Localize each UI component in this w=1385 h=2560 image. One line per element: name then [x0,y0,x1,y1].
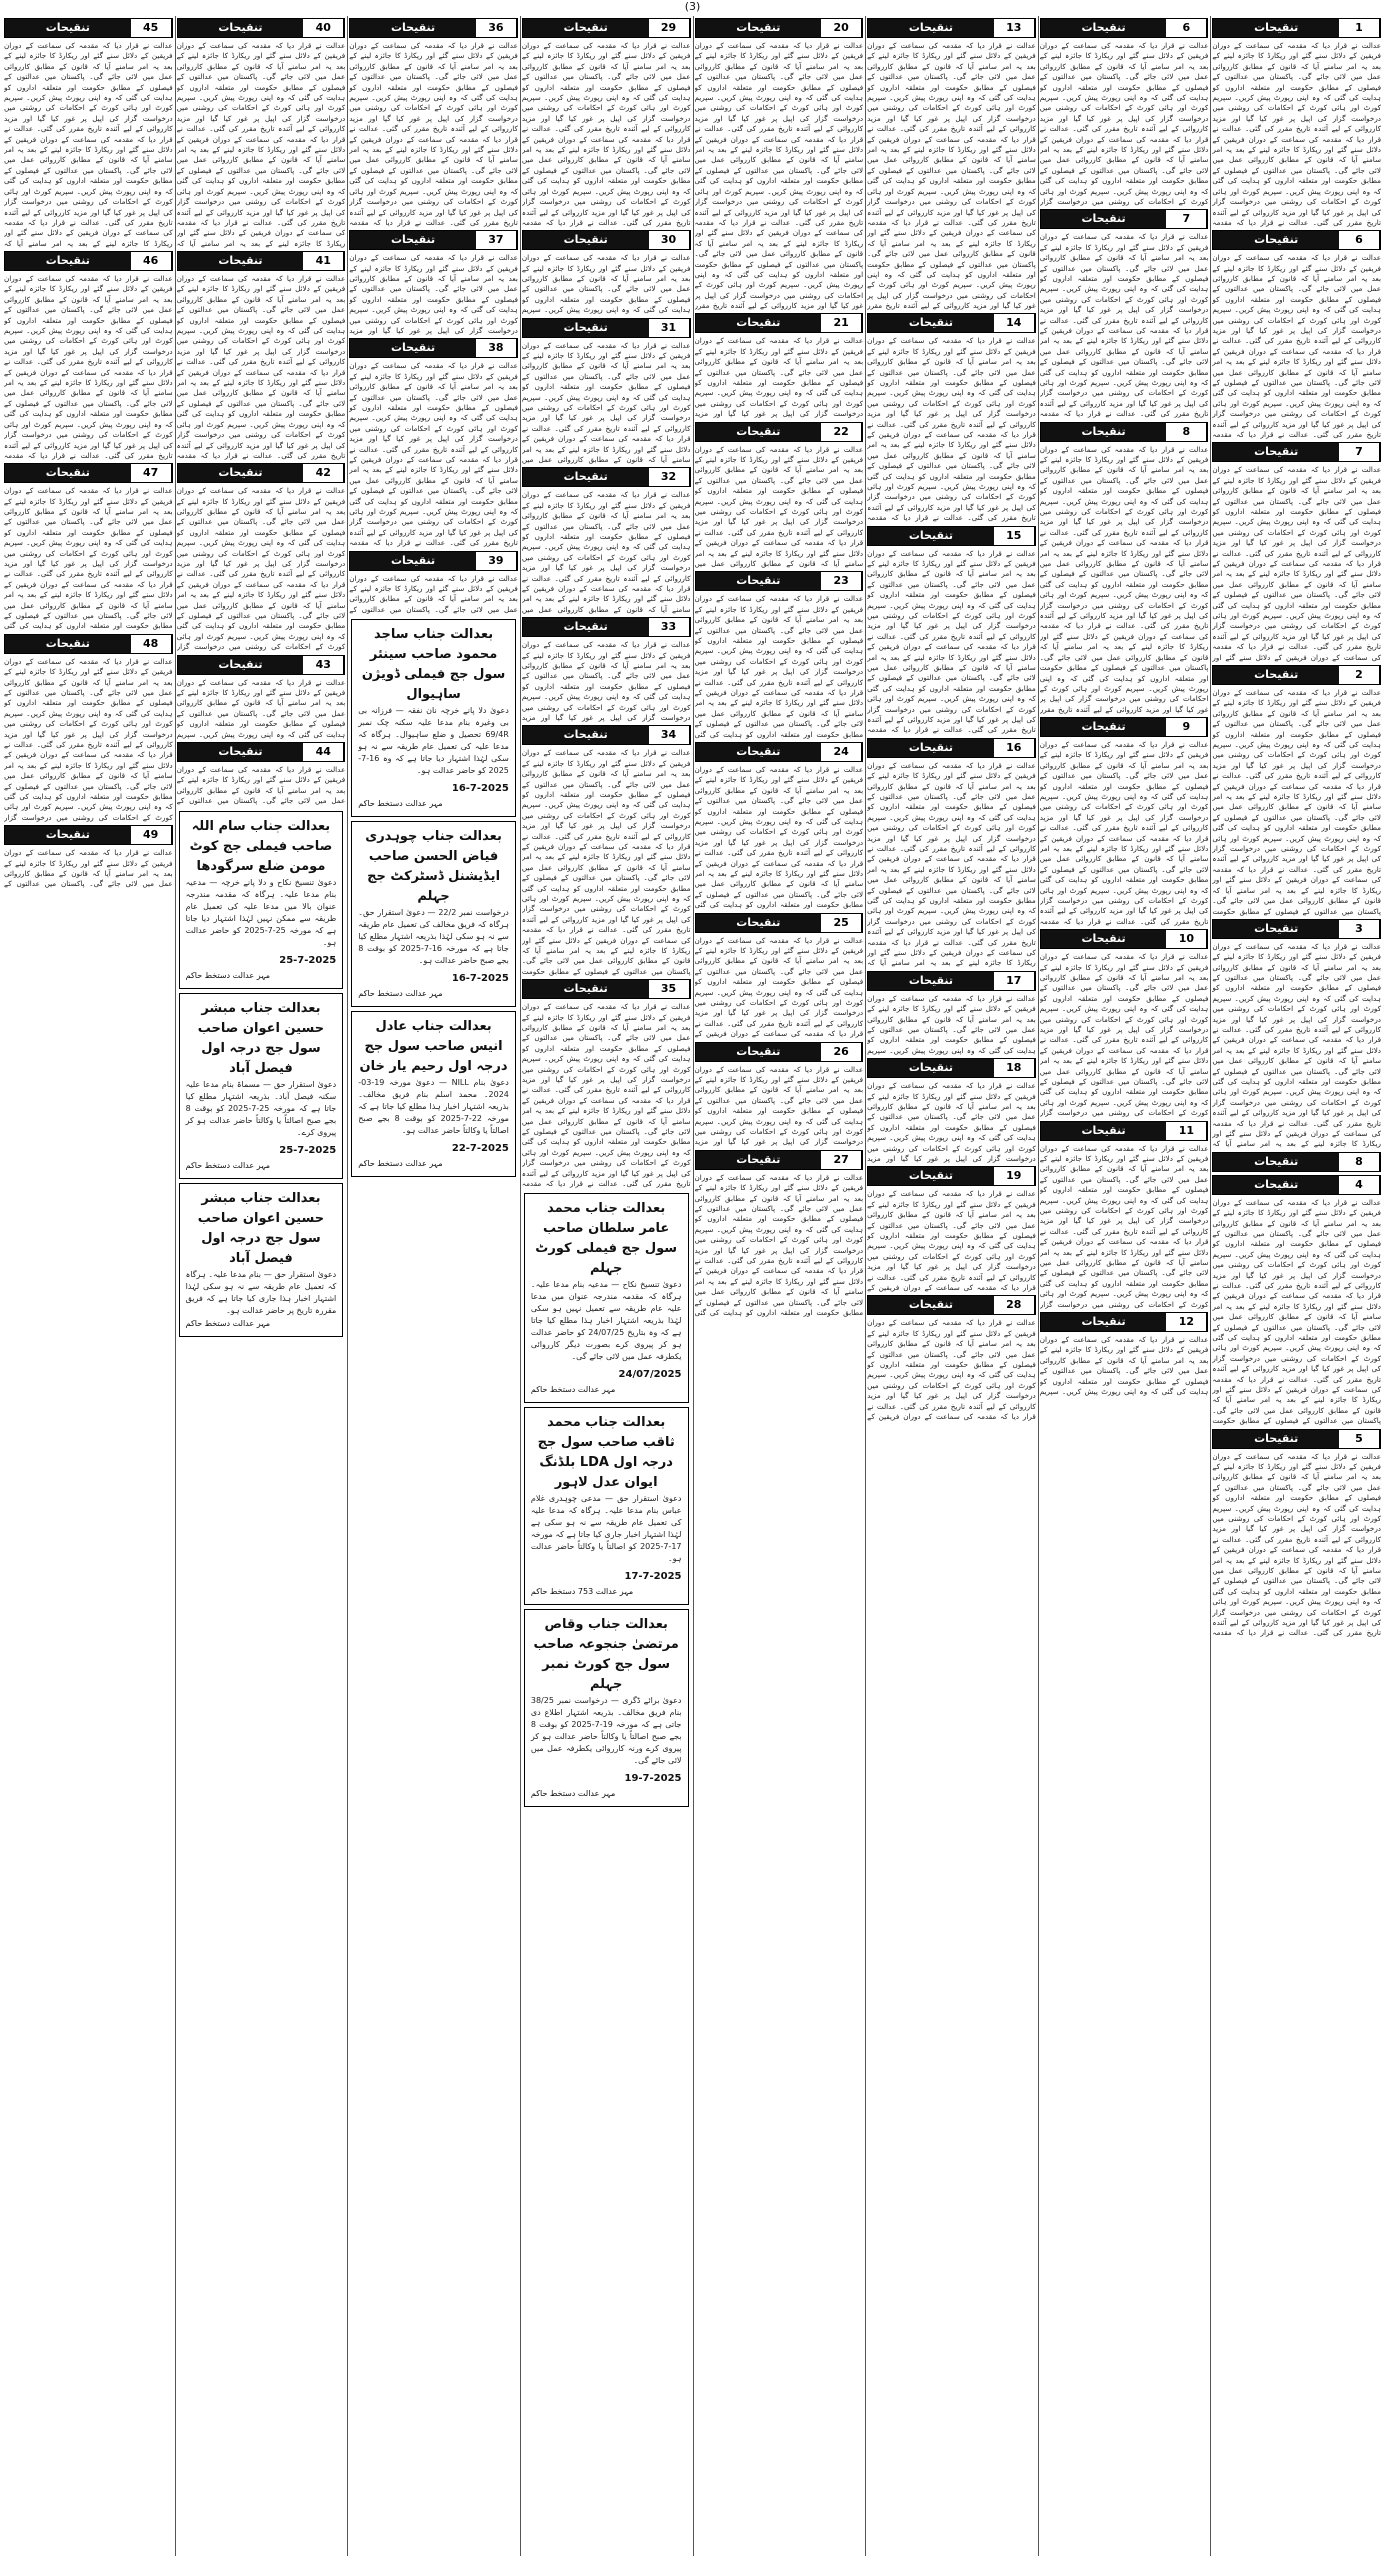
notice-body: دعویٰ بنام NILL — دعویٰ مورخہ 19-03-2024۔ محمد اسلم بنام فریق مخالف۔ بذریعہ اشتہار اخبار ہذا مطلع کیا جاتا ہے کہ مورخہ 22-7-2025 کو بوقت 8 بجے صبح اصالتاً یا وکالتاً حاضر عدالت ہو۔ [358,1078,509,1136]
section-header [1212,18,1381,38]
article-text: عدالت نے قرار دیا کہ مقدمہ کی سماعت کے دوران فریقین کے دلائل سنے گئے اور ریکارڈ کا جائزہ لینے کے بعد یہ امر سامنے آیا کہ قانون کے مطابق کارروائی عمل میں لائی جائے گی۔ پاکستان میں عدالتوں کے فیصلوں کے مطابق حکومت اور متعلقہ اداروں کو ہدایت کی گئی کہ وہ اپنی رپورٹ پیش کریں۔ سپریم کورٹ اور ہائی کورٹ کے احکامات کی روشنی میں درخواست گزار کی اپیل پر غور کیا گیا اور مزید کارروائی کے لیے آئندہ تاریخ مقرر کی گئی۔ عدالت نے قرار دیا کہ مقدمہ کی سماعت کے دوران فریقین کے دلائل سنے گئے اور ریکارڈ کا جائزہ لینے کے بعد یہ امر سامنے آیا کہ قانون کے مطابق کارروائی عمل میں لائی جائے گی۔ پاکستان میں عدالتوں کے فیصلوں کے مطابق حکومت اور متعلقہ اداروں کو ہدایت کی گئی کہ وہ اپنی رپورٹ پیش کریں۔ سپریم کورٹ اور ہائی کورٹ کے احکامات کی روشنی میں درخواست گزار کی اپیل پر غور کیا گیا اور مزید کارروائی کے لیے آئندہ تاریخ مقرر کی گئی۔ عدالت نے قرار دیا کہ مقدمہ کی سماعت کے دوران فریقین کے دلائل سنے گئے اور ریکارڈ کا جائزہ لینے کے بعد یہ امر سامنے آیا کہ [176,41,346,248]
article-text: عدالت نے قرار دیا کہ مقدمہ کی سماعت کے دوران فریقین کے دلائل سنے گئے اور ریکارڈ کا جائزہ لینے کے بعد یہ امر سامنے آیا کہ قانون کے مطابق کارروائی عمل میں لائی جائے گی۔ پاکستان میں عدالتوں کے فیصلوں کے مطابق حکومت اور متعلقہ اداروں کو ہدایت کی گئی کہ وہ اپنی رپورٹ پیش کریں۔ سپریم کورٹ اور ہائی کورٹ کے احکامات کی روشنی میں درخواست گزار کی اپیل پر غور کیا گیا اور مزید کارروائی کے لیے آئندہ تاریخ مقرر کی گئی۔ عدالت نے قرار دیا کہ مقدمہ کی سماعت کے دوران فریقین کے دلائل سنے گئے اور ریکارڈ کا جائزہ لینے کے بعد یہ امر سامنے آیا کہ قانون کے مطابق کارروائی عمل میں لائی جائے گی۔ پاکستان میں عدالتوں کے فیصلوں کے مطابق حکومت اور متعلقہ اداروں کو ہدایت کی گئی کہ وہ اپنی رپورٹ پیش کریں۔ سپریم کورٹ اور ہائی کورٹ کے احکامات کی روشنی میں درخواست گزار کی اپیل پر غور کیا گیا اور مزید کارروائی کے لیے آئندہ تاریخ مقرر کی گئی۔ عدالت نے قرار دیا کہ مقدمہ کی سماعت کے دوران فریقین کے دلائل سنے گئے اور [1212,465,1381,662]
section-number: 5 [1339,1430,1380,1448]
section-number: 31 [649,319,690,337]
section-header [1040,1312,1209,1332]
section-header [1212,1429,1381,1449]
section-title: تنقیحات [868,972,994,990]
section-header [177,463,346,483]
section-number: 45 [131,19,172,37]
section-number: 10 [1166,930,1207,948]
section-number: 17 [994,972,1035,990]
section-number: 33 [649,618,690,636]
section-title: تنقیحات [1213,443,1339,461]
section-number: 27 [821,1151,862,1169]
article-text: عدالت نے قرار دیا کہ مقدمہ کی سماعت کے دوران فریقین کے دلائل سنے گئے اور ریکارڈ کا جائزہ لینے کے بعد یہ امر سامنے آیا کہ قانون کے مطابق کارروائی عمل میں لائی جائے گی۔ پاکستان میں عدالتوں کے فیصلوں کے مطابق حکومت اور متعلقہ اداروں کو ہدایت کی گئی کہ وہ اپنی رپورٹ پیش کریں۔ سپریم کورٹ اور ہائی کورٹ کے احکامات کی روشنی میں درخواست گزار کی اپیل پر غور کیا گیا اور مزید کارروائی کے لیے آئندہ تاریخ مقرر کی گئی۔ عدالت نے قرار دیا کہ مقدمہ کی سماعت کے دوران فریقین کے دلائل سنے گئے اور ریکارڈ کا جائزہ لینے کے بعد یہ امر سامنے آیا کہ قانون کے مطابق کارروائی عمل میں لائی جائے گی۔ پاکستان میں عدالتوں کے فیصلوں کے مطابق حکومت اور متعلقہ اداروں کو ہدایت کی گئی کہ وہ اپنی رپورٹ پیش کریں۔ سپریم کورٹ اور ہائی کورٹ کے احکامات کی روشنی میں درخواست گزار کی اپیل پر غور کیا گیا اور مزید کارروائی کے لیے آئندہ تاریخ مقرر کی گئی۔ عدالت نے قرار دیا کہ مقدمہ [1212,1451,1381,1638]
column-5 [522,16,691,2556]
section-header [177,18,346,38]
notice-body: دعویٰ دلا پانے خرچہ نان نفقہ — فرزانہ بی بی وغیرہ بنام مدعا علیہ سکنہ چک نمبر 69/4R تحصیل و ضلع ساہیوال۔ ہرگاہ کہ مدعا علیہ کی تعمیل عام طریقہ سے نہ ہو سکی لہٰذا اشتہار دیا جاتا ہے کہ وہ 16-7-2025 کو حاضر عدالت ہو۔ [358,706,509,776]
section-title: تنقیحات [1041,1313,1167,1331]
section-number: 40 [303,19,344,37]
section-number: 4 [1339,1176,1380,1194]
section-title: تنقیحات [178,743,304,761]
page-number: (3) [684,0,701,13]
article-text: عدالت نے قرار دیا کہ مقدمہ کی سماعت کے دوران فریقین کے دلائل سنے گئے اور ریکارڈ کا جائزہ لینے کے بعد یہ امر سامنے آیا کہ قانون کے مطابق کارروائی عمل میں لائی جائے گی۔ پاکستان میں عدالتوں کے فیصلوں کے مطابق حکومت اور متعلقہ اداروں کو ہدایت کی گئی کہ وہ اپنی رپورٹ پیش کریں۔ سپریم کورٹ اور ہائی کورٹ کے احکامات کی روشنی میں درخواست گزار کی اپیل پر غور کیا گیا اور مزید کارروائی کے لیے آئندہ تاریخ مقرر کی گئی۔ عدالت نے قرار دیا کہ مقدمہ کی سماعت کے دوران فریقین کے دلائل سنے گئے اور ریکارڈ کا جائزہ لینے کے بعد یہ امر سامنے آیا کہ قانون کے مطابق کارروائی عمل میں لائی جائے گی۔ پاکستان میں عدالتوں کے فیصلوں کے مطابق حکومت اور متعلقہ اداروں کو ہدایت کی گئی کہ وہ اپنی رپورٹ پیش کریں۔ سپریم کورٹ اور ہائی کورٹ کے احکامات کی روشنی میں درخواست گزار کی اپیل پر غور کیا گیا اور مزید کارروائی کے لیے آئندہ تاریخ مقرر کی گئی۔ عدالت نے قرار دیا کہ مقدمہ کی سماعت کے دوران فریقین کے دلائل سنے گئے اور ریکارڈ کا جائزہ لینے کے بعد یہ امر سامنے آیا کہ قانون کے مطابق کارروائی عمل میں لائی جائے گی۔ پاکستان میں عدالتوں کے فیصلوں کے مطابق حکومت [1212,1197,1381,1426]
article-text: عدالت نے قرار دیا کہ مقدمہ کی سماعت کے دوران فریقین کے دلائل سنے گئے اور ریکارڈ کا جائزہ لینے کے بعد یہ امر سامنے آیا کہ قانون کے مطابق کارروائی عمل میں لائی جائے گی۔ پاکستان میں عدالتوں کے فیصلوں کے مطابق حکومت اور متعلقہ اداروں کو ہدایت کی گئی کہ وہ اپنی رپورٹ پیش کریں۔ سپریم [1039,1334,1209,1396]
section-header [1040,929,1209,949]
section-title: تنقیحات [5,464,131,482]
section-title: تنقیحات [696,19,822,37]
notice-body: درخواست نمبر 22/2 — دعویٰ استقرار حق۔ ہرگاہ کہ فریق مخالف کی تعمیل عام طریقہ سے نہ ہو سکی لہٰذا بذریعہ اشتہار مطلع کیا جاتا ہے کہ مورخہ 16-7-2025 کو بوقت 8 بجے صبح حاضر عدالت ہو۔ [358,908,509,966]
section-title: تنقیحات [1213,1176,1339,1194]
article-text: عدالت نے قرار دیا کہ مقدمہ کی سماعت کے دوران فریقین کے دلائل سنے گئے اور ریکارڈ کا جائزہ لینے کے بعد یہ امر سامنے آیا کہ قانون کے مطابق کارروائی عمل میں لائی جائے گی۔ پاکستان میں عدالتوں کے فیصلوں کے مطابق حکومت اور متعلقہ اداروں کو ہدایت کی گئی کہ وہ اپنی رپورٹ پیش کریں۔ سپریم کورٹ اور ہائی کورٹ کے احکامات کی روشنی میں درخواست گزار کی اپیل پر غور کیا گیا اور مزید کارروائی کے لیے آئندہ تاریخ مقرر کی گئی۔ عدالت نے قرار دیا کہ مقدمہ کی سماعت کے دوران فریقین کے دلائل سنے گئے اور ریکارڈ کا جائزہ لینے کے بعد یہ امر سامنے آیا کہ قانون کے مطابق کارروائی عمل میں لائی جائے گی۔ پاکستان میں عدالتوں کے فیصلوں کے مطابق حکومت اور متعلقہ اداروں کو ہدایت کی گئی [694,594,864,739]
section-number: 12 [1166,1313,1207,1331]
notice-signature: مہر عدالت دستخط حاکم [530,1789,616,1799]
section-number: 6 [1166,19,1207,37]
section-title: تنقیحات [696,314,822,332]
column-1 [1212,16,1381,2556]
notice-date: 19-7-2025 [624,1773,682,1785]
court-notice [351,619,516,817]
section-number: 39 [476,552,517,570]
section-number: 30 [649,231,690,249]
notice-date: 25-7-2025 [279,954,337,966]
section-header [349,230,518,250]
article-text: عدالت نے قرار دیا کہ مقدمہ کی سماعت کے دوران فریقین کے دلائل سنے گئے اور ریکارڈ کا جائزہ لینے کے بعد یہ امر سامنے آیا کہ قانون کے مطابق کارروائی عمل میں لائی جائے گی۔ پاکستان میں عدالتوں کے فیصلوں کے مطابق حکومت اور متعلقہ اداروں کو ہدایت کی گئی کہ وہ اپنی رپورٹ پیش کریں۔ سپریم کورٹ اور ہائی کورٹ کے احکامات کی روشنی میں درخواست گزار کی اپیل پر غور کیا گیا اور مزید کارروائی کے لیے آئندہ تاریخ مقرر کی گئی۔ عدالت نے قرار دیا کہ مقدمہ کی سماعت کے دوران فریقین کے دلائل سنے گئے اور ریکارڈ کا جائزہ لینے کے بعد یہ امر سامنے آیا کہ قانون کے مطابق کارروائی عمل میں لائی جائے گی۔ پاکستان میں عدالتوں کے فیصلوں کے مطابق حکومت اور متعلقہ اداروں کو ہدایت کی گئی کہ وہ اپنی رپورٹ پیش کریں۔ سپریم کورٹ اور ہائی کورٹ کے احکامات کی روشنی میں درخواست گزار کی اپیل پر غور کیا گیا اور مزید کارروائی کے لیے آئندہ تاریخ مقرر کی گئی۔ عدالت نے قرار دیا کہ مقدمہ [867,336,1036,523]
section-number: 41 [303,252,344,270]
section-title: تنقیحات [868,1059,994,1077]
notice-title: بعدالت جناب مبشر حسین اعوان صاحب سول جج درجہ اول فیصل آباد [197,1000,325,1076]
column-separator [175,16,176,2556]
notice-body: دعویٰ تنسیخ نکاح — مدعیہ بنام مدعا علیہ۔ ہرگاہ کہ مقدمہ مندرجہ عنوان میں مدعا علیہ عام طریقہ سے تعمیل نہیں ہو سکی لہٰذا بذریعہ اشتہار اخبار ہذا مطلع کیا جاتا ہے کہ وہ بتاریخ 24/07/25 کو حاضر عدالت ہو کر پیروی کرے بصورت دیگر کارروائی یکطرفہ عمل میں لائی جائے گی۔ [530,1280,682,1362]
section-title: تنقیحات [178,656,304,674]
section-title: تنقیحات [696,743,822,761]
column-3 [867,16,1036,2556]
section-title: تنقیحات [350,339,476,357]
notice-signature: مہر عدالت دستخط حاکم [185,1160,271,1170]
section-header [867,738,1036,758]
notice-title: بعدالت جناب محمد ثاقب صاحب سول جج درجہ اول LDA بلڈنگ ایوان عدل لاہور [537,1415,675,1491]
section-title: تنقیحات [523,726,649,744]
notice-date: 25-7-2025 [279,1144,337,1156]
section-title: تنقیحات [5,635,131,653]
article-text: عدالت نے قرار دیا کہ مقدمہ کی سماعت کے دوران فریقین کے دلائل سنے گئے اور ریکارڈ کا جائزہ لینے کے بعد یہ امر سامنے آیا کہ قانون کے مطابق کارروائی عمل میں لائی جائے گی۔ پاکستان میں عدالتوں کے فیصلوں کے مطابق حکومت اور متعلقہ اداروں کو ہدایت کی گئی کہ وہ اپنی رپورٹ پیش کریں۔ سپریم کورٹ اور ہائی کورٹ کے احکامات کی روشنی میں درخواست گزار کی اپیل پر غور کیا گیا اور مزید کارروائی کے لیے آئندہ تاریخ مقرر کی گئی۔ عدالت نے قرار دیا کہ مقدمہ کی سماعت کے دوران فریقین کے دلائل سنے گئے اور ریکارڈ کا جائزہ لینے کے بعد یہ امر سامنے آیا کہ قانون کے مطابق کارروائی عمل میں لائی جائے گی۔ پاکستان میں عدالتوں کے فیصلوں کے مطابق حکومت اور متعلقہ اداروں کو ہدایت کی گئی کہ وہ اپنی رپورٹ پیش کریں۔ سپریم کورٹ اور ہائی کورٹ کے احکامات کی روشنی میں درخواست گزار کی اپیل پر غور کیا گیا اور مزید کارروائی کے لیے آئندہ تاریخ مقرر کی گئی۔ عدالت نے قرار دیا کہ مقدمہ [4,274,173,460]
section-number: 2 [1339,666,1380,684]
section-title: تنقیحات [1041,19,1167,37]
section-title: تنقیحات [696,1043,822,1061]
article-text: عدالت نے قرار دیا کہ مقدمہ کی سماعت کے دوران فریقین کے دلائل سنے گئے اور ریکارڈ کا جائزہ لینے کے بعد یہ امر سامنے آیا کہ قانون کے مطابق کارروائی عمل میں لائی جائے گی۔ پاکستان میں عدالتوں کے فیصلوں کے مطابق حکومت اور متعلقہ اداروں کو ہدایت کی گئی کہ وہ اپنی رپورٹ پیش کریں۔ سپریم کورٹ اور ہائی کورٹ کے احکامات کی روشنی میں درخواست گزار کی اپیل پر غور کیا گیا اور مزید کارروائی کے لیے آئندہ تاریخ مقرر کی گئی۔ عدالت نے قرار دیا کہ مقدمہ کی سماعت کے دوران فریقین کے دلائل سنے گئے اور ریکارڈ کا جائزہ لینے کے بعد یہ امر سامنے آیا کہ قانون کے مطابق کارروائی عمل میں [694,444,864,569]
column-6 [349,16,518,2556]
article-text: عدالت نے قرار دیا کہ مقدمہ کی سماعت کے دوران فریقین کے دلائل سنے گئے اور ریکارڈ کا جائزہ لینے کے بعد یہ امر سامنے آیا کہ قانون کے مطابق کارروائی عمل میں لائی جائے گی۔ پاکستان میں عدالتوں کے فیصلوں کے مطابق حکومت اور متعلقہ اداروں کو ہدایت کی گئی کہ وہ اپنی رپورٹ پیش کریں۔ سپریم کورٹ اور ہائی کورٹ کے احکامات کی روشنی میں درخواست گزار کی اپیل پر غور کیا گیا اور مزید کارروائی کے لیے آئندہ تاریخ مقرر کی گئی۔ عدالت نے قرار دیا کہ مقدمہ کی سماعت کے دوران فریقین کے دلائل سنے گئے اور ریکارڈ کا جائزہ لینے کے بعد یہ امر سامنے آیا کہ قانون کے مطابق کارروائی عمل میں لائی جائے گی۔ پاکستان میں عدالتوں کے فیصلوں کے مطابق حکومت اور متعلقہ اداروں کو ہدایت کی گئی کہ وہ اپنی رپورٹ پیش کریں۔ سپریم کورٹ اور ہائی کورٹ کے احکامات کی روشنی میں درخواست گزار کی اپیل پر غور کیا گیا اور مزید کارروائی کے لیے آئندہ تاریخ مقرر کی گئی۔ عدالت نے قرار دیا کہ مقدمہ کی سماعت کے دوران فریقین کے دلائل سنے گئے اور ریکارڈ کا جائزہ لینے کے بعد یہ امر سامنے آیا کہ قانون کے مطابق کارروائی عمل میں لائی جائے گی۔ پاکستان میں عدالتوں کے فیصلوں کے مطابق حکومت [521,748,691,976]
notice-signature: مہر عدالت دستخط حاکم [530,1385,616,1395]
column-separator [1210,16,1211,2556]
section-number: 21 [821,314,862,332]
section-title: تنقیحات [868,314,994,332]
article-text: عدالت نے قرار دیا کہ مقدمہ کی سماعت کے دوران فریقین کے دلائل سنے گئے اور ریکارڈ کا جائزہ لینے کے بعد یہ امر سامنے آیا کہ قانون کے مطابق کارروائی عمل میں لائی جائے گی۔ پاکستان میں عدالتوں کے فیصلوں کے مطابق حکومت اور متعلقہ اداروں کو ہدایت کی گئی کہ وہ اپنی رپورٹ پیش کریں۔ سپریم کورٹ اور ہائی کورٹ کے احکامات کی روشنی میں درخواست گزار کی اپیل پر غور کیا گیا اور مزید کارروائی کے لیے آئندہ تاریخ مقرر کی گئی۔ عدالت نے قرار دیا کہ مقدمہ کی سماعت کے دوران فریقین کے دلائل سنے گئے اور ریکارڈ کا جائزہ لینے کے بعد یہ امر سامنے آیا کہ قانون کے مطابق کارروائی عمل میں لائی جائے گی۔ پاکستان میں عدالتوں کے فیصلوں کے مطابق حکومت اور متعلقہ اداروں کو ہدایت کی گئی کہ وہ اپنی رپورٹ پیش کریں۔ سپریم کورٹ اور ہائی کورٹ کے احکامات کی روشنی میں درخواست گزار کی اپیل پر غور کیا گیا اور مزید کارروائی کے لیے آئندہ تاریخ مقرر کی گئی۔ عدالت نے قرار دیا کہ مقدمہ [1212,41,1381,227]
notice-date: 24/07/2025 [618,1369,682,1381]
section-header [695,913,864,933]
article-text: عدالت نے قرار دیا کہ مقدمہ کی سماعت کے دوران فریقین کے دلائل سنے گئے اور ریکارڈ کا جائزہ لینے کے بعد یہ امر سامنے آیا کہ قانون کے مطابق کارروائی عمل میں لائی جائے گی۔ پاکستان میں عدالتوں کے فیصلوں کے مطابق حکومت اور متعلقہ اداروں کو ہدایت کی گئی کہ وہ اپنی رپورٹ پیش کریں۔ سپریم کورٹ اور ہائی کورٹ کے احکامات کی روشنی میں درخواست گزار کی اپیل پر غور کیا گیا اور مزید [694,1064,864,1147]
article-text: عدالت نے قرار دیا کہ مقدمہ کی سماعت کے دوران فریقین کے دلائل سنے گئے اور ریکارڈ کا جائزہ لینے کے بعد یہ امر سامنے آیا کہ قانون کے مطابق کارروائی عمل میں لائی جائے گی۔ پاکستان میں عدالتوں کے فیصلوں کے مطابق حکومت اور متعلقہ اداروں کو ہدایت کی گئی کہ وہ اپنی رپورٹ پیش کریں۔ سپریم کورٹ اور ہائی کورٹ کے احکامات کی روشنی میں درخواست گزار کی اپیل پر غور کیا گیا اور مزید کارروائی کے لیے آئندہ تاریخ مقرر کی گئی۔ عدالت نے قرار دیا کہ مقدمہ کی سماعت کے دوران فریقین کے دلائل سنے گئے اور ریکارڈ کا جائزہ لینے کے بعد یہ امر سامنے آیا کہ قانون کے مطابق کارروائی عمل میں لائی جائے گی۔ پاکستان میں عدالتوں کے فیصلوں کے مطابق حکومت اور متعلقہ اداروں کو ہدایت کی گئی کہ وہ اپنی رپورٹ پیش کریں۔ سپریم کورٹ اور ہائی کورٹ کے احکامات کی روشنی میں درخواست گزار کی اپیل پر غور کیا گیا اور مزید کارروائی کے لیے آئندہ تاریخ مقرر کی گئی۔ عدالت نے قرار دیا کہ مقدمہ کی سماعت کے دوران فریقین کے دلائل سنے گئے اور ریکارڈ کا جائزہ لینے کے بعد یہ امر سامنے آیا کہ قانون کے مطابق کارروائی عمل میں لائی جائے گی۔ پاکستان میں عدالتوں کے فیصلوں کے مطابق حکومت اور متعلقہ اداروں کو ہدایت کی گئی کہ وہ اپنی رپورٹ پیش کریں۔ سپریم کورٹ اور ہائی کورٹ کے احکامات کی روشنی میں درخواست گزار کی اپیل پر غور کیا گیا اور مزید کارروائی کے لیے آئندہ تاریخ مقرر [1039,444,1209,714]
section-number: 47 [131,464,172,482]
section-header [1040,209,1209,229]
court-notice [179,993,344,1179]
court-notice [524,1193,689,1403]
section-header [522,230,691,250]
notice-body: دعویٰ استقرار حق — مسماۃ بنام مدعا علیہ سکنہ فیصل آباد۔ بذریعہ اشتہار مطلع کیا جاتا ہے کہ مورخہ 25-7-2025 کو بوقت 8 بجے صبح اصالتاً یا وکالتاً حاضر عدالت ہو کر پیروی کرے۔ [185,1079,337,1137]
section-title: تنقیحات [1041,930,1167,948]
article-text: عدالت نے قرار دیا کہ مقدمہ کی سماعت کے دوران فریقین کے دلائل سنے گئے اور ریکارڈ کا جائزہ لینے کے بعد یہ امر سامنے آیا کہ قانون کے مطابق کارروائی عمل میں لائی جائے گی۔ پاکستان میں عدالتوں کے فیصلوں کے مطابق حکومت اور متعلقہ اداروں کو ہدایت کی گئی کہ وہ اپنی رپورٹ پیش کریں۔ سپریم کورٹ اور ہائی کورٹ کے احکامات کی روشنی میں درخواست گزار کی اپیل پر غور کیا گیا اور مزید کارروائی کے لیے آئندہ تاریخ مقرر کی گئی۔ عدالت نے قرار دیا کہ مقدمہ کی سماعت کے دوران فریقین کے دلائل سنے گئے اور ریکارڈ کا جائزہ لینے کے بعد یہ امر سامنے آیا کہ قانون کے مطابق کارروائی عمل میں لائی جائے گی۔ پاکستان میں عدالتوں کے فیصلوں کے مطابق حکومت اور متعلقہ اداروں کو ہدایت کی گئی کہ وہ اپنی رپورٹ پیش کریں۔ سپریم کورٹ اور ہائی کورٹ کے احکامات کی روشنی میں درخواست گزار [1039,41,1209,207]
section-header [695,1042,864,1062]
column-8 [4,16,173,2556]
section-header [867,971,1036,991]
column-4 [695,16,864,2556]
section-number: 20 [821,19,862,37]
section-header [867,526,1036,546]
section-title: تنقیحات [5,826,131,844]
article-text: عدالت نے قرار دیا کہ مقدمہ کی سماعت کے دوران فریقین کے دلائل سنے گئے اور ریکارڈ کا جائزہ لینے کے بعد یہ امر سامنے آیا کہ قانون کے مطابق کارروائی عمل میں لائی جائے گی۔ پاکستان میں عدالتوں کے [176,764,346,806]
column-7 [177,16,346,2556]
section-title: تنقیحات [5,252,131,270]
section-header [695,18,864,38]
section-number: 37 [476,231,517,249]
section-header [695,742,864,762]
court-notice [524,1609,689,1807]
section-title: تنقیحات [523,618,649,636]
section-header [349,338,518,358]
article-text: عدالت نے قرار دیا کہ مقدمہ کی سماعت کے دوران فریقین کے دلائل سنے گئے اور ریکارڈ کا جائزہ لینے کے بعد یہ امر سامنے آیا کہ قانون کے مطابق کارروائی عمل میں لائی جائے گی۔ پاکستان میں عدالتوں کے فیصلوں کے مطابق حکومت اور متعلقہ اداروں کو ہدایت کی گئی کہ وہ اپنی رپورٹ پیش کریں۔ سپریم کورٹ اور ہائی کورٹ کے احکامات کی روشنی میں درخواست گزار کی اپیل پر غور کیا گیا اور مزید کارروائی کے لیے آئندہ تاریخ مقرر کی گئی۔ عدالت نے قرار دیا کہ مقدمہ کی سماعت کے دوران فریقین کے دلائل سنے گئے اور ریکارڈ کا جائزہ لینے کے بعد یہ امر سامنے آیا کہ قانون کے مطابق کارروائی عمل میں لائی جائے گی۔ پاکستان میں عدالتوں کے فیصلوں کے مطابق حکومت اور متعلقہ اداروں کو ہدایت کی گئی کہ وہ اپنی رپورٹ پیش کریں۔ سپریم کورٹ اور ہائی کورٹ کے احکامات کی روشنی میں درخواست گزار کی اپیل پر غور کیا گیا اور مزید کارروائی کے لیے آئندہ تاریخ مقرر کی گئی۔ عدالت نے قرار دیا کہ مقدمہ کی سماعت کے دوران فریقین کے دلائل سنے گئے اور ریکارڈ کا جائزہ لینے کے بعد یہ امر سامنے آیا کہ قانون کے مطابق کارروائی عمل میں لائی جائے گی۔ پاکستان میں عدالتوں کے فیصلوں کے مطابق حکومت اور متعلقہ اداروں کو ہدایت کی گئی کہ وہ اپنی رپورٹ پیش کریں۔ سپریم کورٹ اور ہائی کورٹ کے احکامات کی روشنی میں درخواست گزار کی اپیل پر غور کیا گیا اور مزید کارروائی کے لیے آئندہ تاریخ مقرر [867,41,1036,311]
section-number: 14 [994,314,1035,332]
section-header [177,251,346,271]
section-number: 48 [131,635,172,653]
section-number: 15 [994,527,1035,545]
column-separator [693,16,694,2556]
section-title: تنقیحات [523,231,649,249]
section-number: 13 [994,19,1035,37]
section-number: 32 [649,468,690,486]
notice-signature: مہر عدالت دستخط حاکم [358,989,443,999]
section-title: تنقیحات [696,914,822,932]
section-header [522,18,691,38]
notice-title: بعدالت جناب وقاص مرتضیٰ جنجوعہ صاحب سول جج کورٹ نمبر جہلم [533,1617,679,1693]
section-header [522,725,691,745]
section-title: تنقیحات [350,552,476,570]
section-header [1212,230,1381,250]
section-header [4,634,173,654]
section-number: 25 [821,914,862,932]
article-text: عدالت نے قرار دیا کہ مقدمہ کی سماعت کے دوران فریقین کے دلائل سنے گئے اور ریکارڈ کا جائزہ لینے کے بعد یہ امر سامنے آیا کہ قانون کے مطابق کارروائی عمل میں لائی جائے گی۔ پاکستان میں عدالتوں کے فیصلوں کے مطابق حکومت اور متعلقہ اداروں کو ہدایت کی گئی کہ وہ اپنی رپورٹ پیش کریں۔ سپریم کورٹ اور ہائی کورٹ کے احکامات کی روشنی میں درخواست گزار کی اپیل پر غور کیا گیا اور مزید [521,640,691,723]
article-text: عدالت نے قرار دیا کہ مقدمہ کی سماعت کے دوران فریقین کے دلائل سنے گئے اور ریکارڈ کا جائزہ لینے کے بعد یہ امر سامنے آیا کہ قانون کے مطابق کارروائی عمل میں لائی جائے گی۔ پاکستان میں عدالتوں کے فیصلوں کے مطابق حکومت اور متعلقہ اداروں کو ہدایت کی گئی کہ وہ اپنی رپورٹ پیش کریں۔ سپریم کورٹ اور ہائی کورٹ کے احکامات کی روشنی میں درخواست گزار کی اپیل پر غور کیا گیا اور مزید کارروائی کے لیے آئندہ تاریخ مقرر کی گئی۔ عدالت نے قرار دیا کہ مقدمہ کی سماعت کے دوران فریقین کے دلائل سنے گئے اور ریکارڈ کا جائزہ لینے کے بعد یہ امر سامنے آیا کہ قانون کے مطابق کارروائی عمل میں لائی جائے گی۔ پاکستان میں عدالتوں کے فیصلوں کے مطابق حکومت اور متعلقہ اداروں کو ہدایت کی گئی کہ وہ اپنی رپورٹ پیش کریں۔ سپریم کورٹ اور ہائی کورٹ کے احکامات کی روشنی میں درخواست گزار کی اپیل پر غور کیا گیا اور مزید کارروائی کے لیے آئندہ تاریخ مقرر کی گئی۔ عدالت نے قرار دیا کہ مقدمہ [176,274,346,460]
section-number: 16 [994,739,1035,757]
section-title: تنقیحات [350,231,476,249]
court-notice [351,821,516,1007]
column-separator [347,16,348,2556]
notice-title: بعدالت جناب مبشر حسین اعوان صاحب سول جج درجہ اول فیصل آباد [197,1190,325,1266]
article-text: عدالت نے قرار دیا کہ مقدمہ کی سماعت کے دوران فریقین کے دلائل سنے گئے اور ریکارڈ کا جائزہ لینے کے بعد یہ امر سامنے آیا کہ قانون کے مطابق کارروائی عمل میں لائی جائے گی۔ پاکستان میں عدالتوں کے فیصلوں کے مطابق حکومت اور متعلقہ اداروں کو ہدایت کی گئی کہ وہ اپنی رپورٹ پیش کریں۔ سپریم کورٹ اور ہائی کورٹ کے احکامات کی روشنی میں درخواست گزار کی اپیل پر غور کیا گیا اور مزید [694,336,864,419]
section-title: تنقیحات [523,468,649,486]
court-notice [524,1407,689,1605]
section-header [522,318,691,338]
section-title: تنقیحات [696,1151,822,1169]
section-title: تنقیحات [5,19,131,37]
section-number: 49 [131,826,172,844]
article-text: عدالت نے قرار دیا کہ مقدمہ کی سماعت کے دوران فریقین کے دلائل سنے گئے اور ریکارڈ کا جائزہ لینے کے بعد یہ امر سامنے آیا کہ قانون کے مطابق کارروائی عمل میں لائی جائے گی۔ پاکستان میں عدالتوں کے فیصلوں کے مطابق حکومت اور متعلقہ اداروں کو ہدایت کی گئی کہ وہ اپنی رپورٹ پیش کریں۔ سپریم کورٹ اور ہائی کورٹ کے احکامات کی روشنی میں درخواست گزار کی اپیل پر غور کیا گیا اور مزید کارروائی کے لیے آئندہ تاریخ مقرر کی گئی۔ عدالت نے قرار دیا کہ مقدمہ کی سماعت کے دوران فریقین کے دلائل سنے گئے اور ریکارڈ کا جائزہ لینے کے بعد یہ امر سامنے آیا کہ قانون کے مطابق کارروائی عمل میں لائی جائے گی۔ پاکستان میں عدالتوں کے فیصلوں کے مطابق حکومت اور متعلقہ اداروں کو ہدایت کی گئی کہ وہ اپنی رپورٹ پیش کریں۔ سپریم کورٹ اور ہائی کورٹ کے احکامات کی روشنی میں درخواست گزار کی اپیل پر غور کیا گیا اور مزید کارروائی کے لیے آئندہ تاریخ مقرر کی گئی۔ عدالت نے قرار دیا کہ مقدمہ [521,41,691,227]
article-text: عدالت نے قرار دیا کہ مقدمہ کی سماعت کے دوران فریقین کے دلائل سنے گئے اور ریکارڈ کا جائزہ لینے کے بعد یہ امر سامنے آیا کہ قانون کے مطابق کارروائی عمل میں لائی جائے گی۔ پاکستان میں عدالتوں کے فیصلوں کے مطابق حکومت اور متعلقہ اداروں کو ہدایت کی گئی کہ وہ اپنی رپورٹ پیش کریں۔ سپریم کورٹ اور ہائی کورٹ کے احکامات کی روشنی میں درخواست گزار کی اپیل پر غور کیا گیا اور مزید کارروائی کے لیے آئندہ تاریخ مقرر کی گئی۔ عدالت نے قرار دیا کہ مقدمہ کی سماعت کے دوران فریقین کے دلائل سنے گئے اور ریکارڈ کا جائزہ لینے کے بعد یہ امر سامنے آیا کہ قانون کے مطابق کارروائی عمل میں لائی جائے گی۔ پاکستان میں عدالتوں کے فیصلوں کے مطابق حکومت اور متعلقہ اداروں کو ہدایت کی گئی کہ وہ اپنی رپورٹ پیش کریں۔ سپریم کورٹ اور ہائی کورٹ کے احکامات کی روشنی میں درخواست گزار کی اپیل پر غور کیا گیا اور مزید کارروائی کے لیے آئندہ تاریخ مقرر کی گئی۔ عدالت نے قرار دیا کہ مقدمہ [521,1002,691,1189]
section-number: 35 [649,980,690,998]
article-text: عدالت نے قرار دیا کہ مقدمہ کی سماعت کے دوران فریقین کے دلائل سنے گئے اور ریکارڈ کا جائزہ لینے کے بعد یہ امر سامنے آیا کہ قانون کے مطابق کارروائی عمل میں لائی جائے گی۔ پاکستان میں عدالتوں کے فیصلوں کے مطابق حکومت اور متعلقہ اداروں کو ہدایت کی گئی کہ وہ اپنی رپورٹ پیش کریں۔ سپریم کورٹ اور ہائی کورٹ کے احکامات کی روشنی میں درخواست گزار کی اپیل پر غور کیا گیا اور مزید کارروائی کے لیے آئندہ تاریخ مقرر کی گئی۔ عدالت نے قرار دیا کہ مقدمہ کی سماعت کے دوران فریقین کے دلائل سنے گئے اور ریکارڈ کا جائزہ لینے کے بعد یہ امر سامنے آیا کہ قانون کے مطابق کارروائی عمل میں لائی جائے گی۔ پاکستان میں عدالتوں کے فیصلوں کے مطابق حکومت اور متعلقہ اداروں کو ہدایت کی گئی کہ وہ اپنی رپورٹ پیش کریں۔ سپریم کورٹ اور ہائی کورٹ کے احکامات کی روشنی میں درخواست گزار کی اپیل پر غور کیا گیا اور مزید کارروائی کے لیے آئندہ تاریخ مقرر کی گئی۔ عدالت نے قرار دیا کہ مقدمہ [867,548,1036,735]
section-number: 7 [1339,443,1380,461]
section-title: تنقیحات [1041,210,1167,228]
section-number: 22 [821,423,862,441]
article-text: عدالت نے قرار دیا کہ مقدمہ کی سماعت کے دوران فریقین کے دلائل سنے گئے اور ریکارڈ کا جائزہ لینے کے بعد یہ امر سامنے آیا کہ قانون کے مطابق کارروائی عمل میں لائی جائے گی۔ پاکستان میں عدالتوں کے فیصلوں کے مطابق حکومت اور متعلقہ اداروں کو ہدایت کی گئی کہ وہ اپنی رپورٹ پیش کریں۔ سپریم کورٹ اور ہائی کورٹ کے احکامات کی روشنی میں درخواست گزار کی اپیل پر غور کیا گیا اور مزید [867,1081,1036,1163]
section-header [522,979,691,999]
section-header [1212,665,1381,685]
notice-signature: مہر عدالت دستخط حاکم [358,799,443,809]
article-text: عدالت نے قرار دیا کہ مقدمہ کی سماعت کے دوران فریقین کے دلائل سنے گئے اور ریکارڈ کا جائزہ لینے کے بعد یہ امر سامنے آیا کہ قانون کے مطابق کارروائی عمل میں لائی جائے گی۔ پاکستان میں عدالتوں کے فیصلوں کے مطابق حکومت اور متعلقہ اداروں کو ہدایت کی گئی کہ وہ اپنی رپورٹ پیش کریں۔ سپریم کورٹ اور ہائی کورٹ کے احکامات کی روشنی میں درخواست گزار کی اپیل پر غور کیا گیا اور مزید کارروائی کے لیے آئندہ تاریخ مقرر کی گئی۔ عدالت نے قرار دیا کہ مقدمہ کی سماعت کے دوران فریقین کے دلائل سنے گئے اور ریکارڈ کا جائزہ لینے کے بعد یہ امر سامنے آیا کہ قانون کے مطابق کارروائی عمل میں لائی جائے گی۔ پاکستان میں عدالتوں کے فیصلوں کے مطابق حکومت اور متعلقہ اداروں کو ہدایت کی گئی کہ وہ اپنی رپورٹ پیش کریں۔ سپریم کورٹ اور ہائی کورٹ کے احکامات کی روشنی میں درخواست گزار کی اپیل پر غور کیا گیا اور مزید کارروائی کے لیے آئندہ تاریخ مقرر کی گئی۔ عدالت نے قرار دیا کہ مقدمہ کی سماعت کے دوران فریقین کے دلائل سنے گئے اور ریکارڈ کا جائزہ لینے کے بعد یہ امر سامنے آیا کہ [867,760,1036,968]
section-header [522,617,691,637]
article-text: عدالت نے قرار دیا کہ مقدمہ کی سماعت کے دوران فریقین کے دلائل سنے گئے اور ریکارڈ کا جائزہ لینے کے بعد یہ امر سامنے آیا کہ قانون کے مطابق کارروائی عمل میں لائی جائے گی۔ پاکستان میں عدالتوں کے فیصلوں کے مطابق حکومت اور متعلقہ اداروں کو ہدایت کی گئی کہ وہ اپنی رپورٹ پیش کریں۔ سپریم کورٹ اور ہائی کورٹ کے احکامات کی روشنی میں درخواست گزار کی اپیل پر غور کیا گیا اور مزید کارروائی کے لیے آئندہ تاریخ مقرر کی گئی۔ عدالت نے قرار دیا کہ مقدمہ کی سماعت کے دوران فریقین کے [867,1189,1036,1292]
article-text: عدالت نے قرار دیا کہ مقدمہ کی سماعت کے دوران فریقین کے دلائل سنے گئے اور ریکارڈ کا جائزہ لینے کے بعد یہ امر سامنے آیا کہ قانون کے مطابق کارروائی عمل میں لائی جائے گی۔ پاکستان میں عدالتوں کے فیصلوں کے مطابق حکومت اور متعلقہ اداروں کو ہدایت کی گئی کہ وہ اپنی رپورٹ پیش کریں۔ سپریم کورٹ اور ہائی کورٹ کے احکامات کی روشنی میں درخواست گزار کی اپیل پر غور کیا گیا اور مزید کارروائی کے لیے آئندہ تاریخ مقرر کی گئی۔ عدالت نے قرار دیا کہ مقدمہ کی سماعت کے دوران فریقین کے [867,1318,1036,1421]
notice-signature: مہر عدالت دستخط حاکم [185,1318,271,1328]
section-header [867,1295,1036,1315]
article-text: عدالت نے قرار دیا کہ مقدمہ کی سماعت کے دوران فریقین کے دلائل سنے گئے اور ریکارڈ کا جائزہ لینے کے بعد یہ امر سامنے آیا کہ قانون کے مطابق کارروائی عمل میں لائی جائے گی۔ پاکستان میں عدالتوں کے [349,573,518,614]
section-header [1040,717,1209,737]
section-header [522,467,691,487]
section-header [695,571,864,591]
notice-date: 17-7-2025 [624,1571,682,1583]
article-text: عدالت نے قرار دیا کہ مقدمہ کی سماعت کے دوران فریقین کے دلائل سنے گئے اور ریکارڈ کا جائزہ لینے کے بعد یہ امر سامنے آیا کہ قانون کے مطابق کارروائی عمل میں لائی جائے گی۔ پاکستان میں عدالتوں کے فیصلوں کے مطابق حکومت اور متعلقہ اداروں کو ہدایت کی گئی کہ وہ اپنی رپورٹ پیش کریں۔ سپریم [176,677,346,739]
notice-title: بعدالت جناب ساجد محمود صاحب سینئر سول جج فیملی ڈویژن ساہیوال [361,627,506,703]
article-text: عدالت نے قرار دیا کہ مقدمہ کی سماعت کے دوران فریقین کے دلائل سنے گئے اور ریکارڈ کا جائزہ لینے کے بعد یہ امر سامنے آیا کہ قانون کے مطابق کارروائی عمل میں لائی جائے گی۔ پاکستان میں عدالتوں کے فیصلوں کے مطابق حکومت اور متعلقہ اداروں کو ہدایت کی گئی کہ وہ اپنی رپورٹ پیش کریں۔ سپریم کورٹ اور ہائی کورٹ کے احکامات کی روشنی میں درخواست گزار کی اپیل پر غور کیا گیا اور مزید کارروائی کے لیے آئندہ تاریخ مقرر کی گئی۔ عدالت نے قرار دیا کہ مقدمہ کی سماعت کے دوران فریقین کے دلائل سنے گئے اور ریکارڈ کا جائزہ لینے کے بعد یہ امر سامنے آیا کہ قانون کے مطابق کارروائی عمل میں لائی جائے گی۔ پاکستان میں عدالتوں کے فیصلوں کے مطابق حکومت اور متعلقہ اداروں کو ہدایت کی گئی کہ وہ اپنی رپورٹ پیش کریں۔ سپریم کورٹ اور ہائی کورٹ کے احکامات کی روشنی میں درخواست گزار کی اپیل پر غور کیا گیا اور مزید کارروائی کے لیے آئندہ تاریخ مقرر کی گئی۔ عدالت نے قرار دیا کہ مقدمہ [1039,739,1209,926]
section-header [1212,442,1381,462]
section-number: 26 [821,1043,862,1061]
section-title: تنقیحات [1041,718,1167,736]
section-title: تنقیحات [696,423,822,441]
section-number: 8 [1339,1153,1380,1171]
section-title: تنقیحات [1213,231,1339,249]
section-title: تنقیحات [350,19,476,37]
section-title: تنقیحات [868,19,994,37]
article-text: عدالت نے قرار دیا کہ مقدمہ کی سماعت کے دوران فریقین کے دلائل سنے گئے اور ریکارڈ کا جائزہ لینے کے بعد یہ امر سامنے آیا کہ قانون کے مطابق کارروائی عمل میں لائی جائے گی۔ پاکستان میں عدالتوں کے فیصلوں کے مطابق حکومت اور متعلقہ اداروں کو ہدایت کی گئی کہ وہ اپنی رپورٹ پیش کریں۔ سپریم کورٹ اور ہائی کورٹ کے احکامات کی روشنی میں درخواست گزار کی اپیل پر غور کیا گیا اور مزید [349,253,518,336]
section-title: تنقیحات [1213,19,1339,37]
section-header [177,742,346,762]
section-header [1040,422,1209,442]
notice-body: دعویٰ برائے ڈگری — درخواست نمبر 38/25 بنام فریق مخالف۔ بذریعہ اشتہار اطلاع دی جاتی ہے کہ مورخہ 19-7-2025 کو بوقت 8 بجے صبح اصالتاً یا وکالتاً حاضر عدالت ہو کر پیروی کرے ورنہ کارروائی یکطرفہ عمل میں لائی جائے گی۔ [530,1696,682,1766]
notice-body: دعویٰ استقرار حق — مدعی چوہدری غلام عباس بنام مدعا علیہ۔ ہرگاہ کہ مدعا علیہ کی تعمیل عام طریقہ سے نہ ہو سکی ہے لہٰذا اشتہار اخبار جاری کیا جاتا ہے کہ مورخہ 17-7-2025 کو اصالتاً یا وکالتاً حاضر عدالت ہو۔ [530,1494,682,1564]
notice-title: بعدالت جناب چوہدری فیاض الحسن صاحب ایڈیشنل ڈسٹرکٹ جج جہلم [365,829,502,905]
notice-date: 22-7-2025 [451,1143,509,1155]
court-notice [179,811,344,989]
section-title: تنقیحات [868,739,994,757]
section-header [177,655,346,675]
article-text: عدالت نے قرار دیا کہ مقدمہ کی سماعت کے دوران فریقین کے دلائل سنے گئے اور ریکارڈ کا جائزہ لینے کے بعد یہ امر سامنے آیا کہ قانون کے مطابق کارروائی عمل میں لائی جائے گی۔ پاکستان میں عدالتوں کے فیصلوں کے مطابق حکومت اور متعلقہ اداروں کو ہدایت کی گئی کہ وہ اپنی رپورٹ پیش کریں۔ سپریم کورٹ اور ہائی کورٹ کے احکامات کی روشنی میں درخواست گزار کی اپیل پر غور کیا گیا اور مزید کارروائی کے لیے آئندہ تاریخ مقرر کی گئی۔ عدالت نے قرار دیا کہ مقدمہ کی سماعت کے دوران فریقین کے دلائل سنے گئے اور ریکارڈ کا جائزہ لینے کے بعد یہ امر سامنے آیا کہ قانون کے مطابق کارروائی عمل میں لائی جائے گی۔ پاکستان میں عدالتوں کے فیصلوں کے مطابق حکومت اور متعلقہ اداروں کو ہدایت کی گئی کہ وہ اپنی رپورٹ پیش کریں۔ سپریم کورٹ اور ہائی کورٹ کے احکامات کی روشنی میں درخواست گزار [4,656,173,822]
notice-date: 16-7-2025 [451,973,509,985]
section-number: 8 [1166,423,1207,441]
section-number: 11 [1166,1122,1207,1140]
article-text: عدالت نے قرار دیا کہ مقدمہ کی سماعت کے دوران فریقین کے دلائل سنے گئے اور ریکارڈ کا جائزہ لینے کے بعد یہ امر سامنے آیا کہ قانون کے مطابق کارروائی عمل میں لائی جائے گی۔ پاکستان میں عدالتوں کے فیصلوں کے مطابق حکومت اور متعلقہ اداروں کو ہدایت کی گئی کہ وہ اپنی رپورٹ پیش کریں۔ سپریم کورٹ اور ہائی کورٹ کے احکامات کی روشنی میں درخواست گزار کی اپیل پر غور کیا گیا اور مزید کارروائی کے لیے آئندہ تاریخ مقرر کی گئی۔ عدالت نے قرار دیا کہ مقدمہ کی سماعت کے دوران فریقین کے دلائل سنے گئے اور ریکارڈ کا جائزہ لینے کے بعد یہ امر سامنے آیا کہ قانون کے مطابق کارروائی عمل میں لائی جائے گی۔ پاکستان میں عدالتوں کے فیصلوں کے مطابق حکومت اور متعلقہ اداروں کو ہدایت کی گئی کہ وہ اپنی رپورٹ پیش کریں۔ سپریم کورٹ اور ہائی کورٹ کے احکامات کی روشنی میں درخواست گزار [176,486,346,652]
section-header [695,1150,864,1170]
column-2 [1040,16,1209,2556]
section-number: 19 [994,1167,1035,1185]
article-text: عدالت نے قرار دیا کہ مقدمہ کی سماعت کے دوران فریقین کے دلائل سنے گئے اور ریکارڈ کا جائزہ لینے کے بعد یہ امر سامنے آیا کہ قانون کے مطابق کارروائی عمل میں لائی جائے گی۔ پاکستان میں عدالتوں کے فیصلوں کے مطابق حکومت اور متعلقہ اداروں کو ہدایت کی گئی کہ وہ اپنی رپورٹ پیش کریں۔ سپریم کورٹ اور ہائی کورٹ کے احکامات کی روشنی میں درخواست گزار کی اپیل پر غور کیا گیا اور مزید کارروائی کے لیے آئندہ تاریخ مقرر کی گئی۔ عدالت نے قرار دیا کہ مقدمہ کی سماعت کے دوران فریقین کے دلائل سنے گئے اور ریکارڈ کا جائزہ لینے کے بعد یہ امر سامنے آیا کہ قانون کے مطابق کارروائی عمل میں لائی جائے گی۔ پاکستان میں عدالتوں کے فیصلوں کے مطابق حکومت اور متعلقہ اداروں کو ہدایت کی گئی کہ وہ اپنی رپورٹ پیش کریں۔ سپریم کورٹ اور ہائی کورٹ کے احکامات کی روشنی میں درخواست گزار کی اپیل پر غور کیا گیا اور مزید کارروائی کے لیے آئندہ تاریخ مقرر کی گئی۔ عدالت نے قرار دیا کہ مقدمہ [349,361,518,548]
section-number: 18 [994,1059,1035,1077]
section-title: تنقیحات [868,1296,994,1314]
article-text: عدالت نے قرار دیا کہ مقدمہ کی سماعت کے دوران فریقین کے دلائل سنے گئے اور ریکارڈ کا جائزہ لینے کے بعد یہ امر سامنے آیا کہ قانون کے مطابق کارروائی عمل میں لائی جائے گی۔ پاکستان میں عدالتوں کے فیصلوں کے مطابق حکومت اور متعلقہ اداروں کو ہدایت کی گئی کہ وہ اپنی رپورٹ پیش کریں۔ سپریم کورٹ اور ہائی کورٹ کے احکامات کی روشنی میں درخواست گزار کی اپیل پر غور کیا گیا اور مزید کارروائی کے لیے آئندہ تاریخ مقرر کی گئی۔ عدالت نے قرار دیا کہ مقدمہ کی سماعت کے دوران فریقین کے دلائل سنے گئے اور ریکارڈ کا جائزہ لینے کے بعد یہ امر سامنے آیا کہ قانون کے مطابق کارروائی عمل میں [521,340,691,465]
section-header [867,313,1036,333]
article-text: عدالت نے قرار دیا کہ مقدمہ کی سماعت کے دوران فریقین کے دلائل سنے گئے اور ریکارڈ کا جائزہ لینے کے بعد یہ امر سامنے آیا کہ قانون کے مطابق کارروائی عمل میں لائی جائے گی۔ پاکستان میں عدالتوں کے فیصلوں کے مطابق حکومت اور متعلقہ اداروں کو ہدایت کی گئی کہ وہ اپنی رپورٹ پیش کریں۔ سپریم کورٹ اور ہائی کورٹ کے احکامات کی روشنی میں درخواست گزار کی اپیل پر غور کیا گیا اور مزید کارروائی کے لیے آئندہ تاریخ مقرر کی گئی۔ عدالت نے قرار دیا کہ مقدمہ کی سماعت کے دوران فریقین کے دلائل سنے گئے اور ریکارڈ کا جائزہ لینے کے بعد یہ امر سامنے آیا کہ قانون کے مطابق کارروائی عمل میں [521,490,691,614]
section-header [1212,1175,1381,1195]
section-number: 7 [1166,210,1207,228]
section-header [1040,18,1209,38]
section-title: تنقیحات [1213,666,1339,684]
section-number: 34 [649,726,690,744]
section-number: 42 [303,464,344,482]
article-text: عدالت نے قرار دیا کہ مقدمہ کی سماعت کے دوران فریقین کے دلائل سنے گئے اور ریکارڈ کا جائزہ لینے کے بعد یہ امر سامنے آیا کہ قانون کے مطابق کارروائی عمل میں لائی جائے گی۔ پاکستان میں عدالتوں کے فیصلوں کے مطابق حکومت اور متعلقہ اداروں کو ہدایت کی گئی کہ وہ اپنی رپورٹ پیش کریں۔ سپریم کورٹ اور ہائی کورٹ کے احکامات کی روشنی میں درخواست گزار کی اپیل پر غور کیا گیا اور مزید کارروائی کے لیے آئندہ تاریخ مقرر کی گئی۔ عدالت نے قرار دیا کہ مقدمہ کی سماعت کے دوران فریقین کے دلائل سنے گئے اور ریکارڈ کا جائزہ لینے کے بعد یہ امر سامنے آیا کہ قانون کے مطابق کارروائی عمل میں لائی جائے گی۔ پاکستان میں عدالتوں کے فیصلوں کے مطابق حکومت اور متعلقہ اداروں کو ہدایت کی گئی [4,486,173,631]
section-title: تنقیحات [1213,1430,1339,1448]
article-text: عدالت نے قرار دیا کہ مقدمہ کی سماعت کے دوران فریقین کے دلائل سنے گئے اور ریکارڈ کا جائزہ لینے کے بعد یہ امر سامنے آیا کہ قانون کے مطابق کارروائی عمل میں لائی جائے گی۔ پاکستان میں عدالتوں کے [4,848,173,889]
section-title: تنقیحات [868,1167,994,1185]
section-header [695,313,864,333]
section-title: تنقیحات [1041,423,1167,441]
section-number: 46 [131,252,172,270]
article-text: عدالت نے قرار دیا کہ مقدمہ کی سماعت کے دوران فریقین کے دلائل سنے گئے اور ریکارڈ کا جائزہ لینے کے بعد یہ امر سامنے آیا کہ قانون کے مطابق کارروائی عمل میں لائی جائے گی۔ پاکستان میں عدالتوں کے فیصلوں کے مطابق حکومت اور متعلقہ اداروں کو ہدایت کی گئی کہ وہ اپنی رپورٹ پیش کریں۔ سپریم کورٹ اور ہائی کورٹ کے احکامات کی روشنی میں درخواست گزار کی اپیل پر غور کیا گیا اور مزید کارروائی کے لیے آئندہ تاریخ مقرر کی گئی۔ عدالت نے قرار دیا کہ مقدمہ کی سماعت کے دوران فریقین کے دلائل سنے گئے اور ریکارڈ کا جائزہ لینے کے بعد یہ امر سامنے آیا کہ قانون کے مطابق کارروائی عمل میں لائی جائے گی۔ پاکستان میں عدالتوں کے فیصلوں کے مطابق حکومت اور متعلقہ اداروں کو ہدایت کی گئی کہ وہ اپنی رپورٹ پیش کریں۔ سپریم کورٹ اور ہائی کورٹ کے احکامات کی روشنی میں درخواست گزار کی اپیل پر غور کیا گیا اور مزید کارروائی کے لیے آئندہ تاریخ مقرر کی گئی۔ عدالت نے قرار دیا کہ مقدمہ کی سماعت کے دوران فریقین کے دلائل سنے گئے اور ریکارڈ کا جائزہ لینے کے بعد یہ امر سامنے آیا کہ قانون کے مطابق کارروائی عمل میں لائی جائے گی۔ پاکستان میں عدالتوں کے فیصلوں کے مطابق حکومت [1212,687,1381,916]
section-title: تنقیحات [1213,1153,1339,1171]
article-text: عدالت نے قرار دیا کہ مقدمہ کی سماعت کے دوران فریقین کے دلائل سنے گئے اور ریکارڈ کا جائزہ لینے کے بعد یہ امر سامنے آیا کہ قانون کے مطابق کارروائی عمل میں لائی جائے گی۔ پاکستان میں عدالتوں کے فیصلوں کے مطابق حکومت اور متعلقہ اداروں کو ہدایت کی گئی کہ وہ اپنی رپورٹ پیش کریں۔ سپریم کورٹ اور ہائی کورٹ کے احکامات کی روشنی میں درخواست گزار کی اپیل پر غور کیا گیا اور مزید کارروائی کے لیے آئندہ تاریخ مقرر کی گئی۔ عدالت نے قرار دیا کہ مقدمہ کی سماعت کے دوران فریقین کے دلائل سنے گئے اور ریکارڈ کا جائزہ لینے کے بعد یہ امر سامنے آیا کہ قانون کے مطابق کارروائی عمل میں لائی جائے گی۔ پاکستان میں عدالتوں کے فیصلوں کے مطابق حکومت اور متعلقہ اداروں کو ہدایت کی گئی کہ وہ اپنی رپورٹ پیش کریں۔ سپریم کورٹ اور ہائی کورٹ کے احکامات کی روشنی میں درخواست گزار [1039,1143,1209,1309]
section-header [1212,919,1381,939]
section-number: 29 [649,19,690,37]
notice-signature: مہر عدالت دستخط حاکم [185,970,271,980]
article-text: عدالت نے قرار دیا کہ مقدمہ کی سماعت کے دوران فریقین کے دلائل سنے گئے اور ریکارڈ کا جائزہ لینے کے بعد یہ امر سامنے آیا کہ قانون کے مطابق کارروائی عمل میں لائی جائے گی۔ پاکستان میں عدالتوں کے فیصلوں کے مطابق حکومت اور متعلقہ اداروں کو ہدایت کی گئی کہ وہ اپنی رپورٹ پیش کریں۔ سپریم [521,253,691,315]
section-number: 24 [821,743,862,761]
column-separator [520,16,521,2556]
section-number: 36 [476,19,517,37]
section-header [349,18,518,38]
notice-body: دعویٰ استقرار حق — بنام مدعا علیہ۔ ہرگاہ کہ تعمیل عام طریقہ سے نہ ہو سکی لہٰذا اشتہار اخبار ہذا جاری کیا جاتا ہے کہ فریق مقررہ تاریخ پر حاضر عدالت ہو۔ [185,1269,337,1315]
section-title: تنقیحات [178,464,304,482]
section-number: 44 [303,743,344,761]
article-text: عدالت نے قرار دیا کہ مقدمہ کی سماعت کے دوران فریقین کے دلائل سنے گئے اور ریکارڈ کا جائزہ لینے کے بعد یہ امر سامنے آیا کہ قانون کے مطابق کارروائی عمل میں لائی جائے گی۔ پاکستان میں عدالتوں کے فیصلوں کے مطابق حکومت اور متعلقہ اداروں کو ہدایت کی گئی کہ وہ اپنی رپورٹ پیش کریں۔ سپریم کورٹ اور ہائی کورٹ کے احکامات کی روشنی میں درخواست گزار کی اپیل پر غور کیا گیا اور مزید کارروائی کے لیے آئندہ تاریخ مقرر کی گئی۔ عدالت نے قرار دیا کہ مقدمہ کی سماعت کے دوران فریقین کے [694,935,864,1039]
notice-title: بعدالت جناب عادل انیس صاحب سول جج درجہ اول رحیم یار خان [359,1019,508,1075]
section-header [867,1058,1036,1078]
section-number: 43 [303,656,344,674]
article-text: عدالت نے قرار دیا کہ مقدمہ کی سماعت کے دوران فریقین کے دلائل سنے گئے اور ریکارڈ کا جائزہ لینے کے بعد یہ امر سامنے آیا کہ قانون کے مطابق کارروائی عمل میں لائی جائے گی۔ پاکستان میں عدالتوں کے فیصلوں کے مطابق حکومت اور متعلقہ اداروں کو ہدایت کی گئی کہ وہ اپنی رپورٹ پیش کریں۔ سپریم کورٹ اور ہائی کورٹ کے احکامات کی روشنی میں درخواست گزار کی اپیل پر غور کیا گیا اور مزید کارروائی کے لیے آئندہ تاریخ مقرر کی گئی۔ عدالت نے قرار دیا کہ مقدمہ کی سماعت کے دوران فریقین کے دلائل سنے گئے اور ریکارڈ کا جائزہ لینے کے بعد یہ امر سامنے آیا کہ قانون کے مطابق کارروائی عمل میں لائی جائے گی۔ پاکستان میں عدالتوں کے فیصلوں کے مطابق حکومت اور متعلقہ اداروں کو ہدایت کی گئی کہ وہ اپنی رپورٹ پیش کریں۔ سپریم کورٹ اور ہائی کورٹ کے احکامات کی روشنی میں درخواست گزار کی اپیل پر غور کیا گیا اور مزید کارروائی کے لیے آئندہ تاریخ مقرر کی گئی۔ عدالت نے قرار دیا کہ مقدمہ [1039,232,1209,419]
section-number: 23 [821,572,862,590]
notice-date: 16-7-2025 [451,783,509,795]
section-title: تنقیحات [523,980,649,998]
notice-signature: مہر عدالت دستخط حاکم [358,1159,443,1169]
section-header [695,422,864,442]
article-text: عدالت نے قرار دیا کہ مقدمہ کی سماعت کے دوران فریقین کے دلائل سنے گئے اور ریکارڈ کا جائزہ لینے کے بعد یہ امر سامنے آیا کہ قانون کے مطابق کارروائی عمل میں لائی جائے گی۔ پاکستان میں عدالتوں کے فیصلوں کے مطابق حکومت اور متعلقہ اداروں کو ہدایت کی گئی کہ وہ اپنی رپورٹ پیش کریں۔ سپریم کورٹ اور ہائی کورٹ کے احکامات کی روشنی میں درخواست گزار کی اپیل پر غور کیا گیا اور مزید کارروائی کے لیے آئندہ تاریخ مقرر کی گئی۔ عدالت نے قرار دیا کہ مقدمہ کی سماعت کے دوران فریقین کے دلائل سنے گئے اور ریکارڈ کا جائزہ لینے کے بعد یہ امر سامنے آیا کہ قانون کے مطابق کارروائی عمل میں لائی جائے گی۔ پاکستان میں عدالتوں کے فیصلوں کے مطابق حکومت اور متعلقہ اداروں کو ہدایت کی گئی کہ وہ اپنی رپورٹ پیش کریں۔ سپریم کورٹ اور ہائی کورٹ کے احکامات کی روشنی میں درخواست گزار کی اپیل پر غور کیا گیا اور مزید کارروائی کے لیے آئندہ تاریخ مقرر کی گئی۔ عدالت نے قرار دیا کہ مقدمہ کی سماعت کے دوران فریقین کے دلائل سنے گئے اور ریکارڈ کا جائزہ لینے کے بعد یہ امر سامنے آیا کہ [1212,941,1381,1149]
section-title: تنقیحات [696,572,822,590]
section-header [349,551,518,571]
section-header [1040,1121,1209,1141]
section-title: تنقیحات [1041,1122,1167,1140]
article-text: عدالت نے قرار دیا کہ مقدمہ کی سماعت کے دوران فریقین کے دلائل سنے گئے اور ریکارڈ کا جائزہ لینے کے بعد یہ امر سامنے آیا کہ قانون کے مطابق کارروائی عمل میں لائی جائے گی۔ پاکستان میں عدالتوں کے فیصلوں کے مطابق حکومت اور متعلقہ اداروں کو ہدایت کی گئی کہ وہ اپنی رپورٹ پیش کریں۔ سپریم کورٹ اور ہائی کورٹ کے احکامات کی روشنی میں درخواست گزار کی اپیل پر غور کیا گیا اور مزید کارروائی کے لیے آئندہ تاریخ مقرر کی گئی۔ عدالت نے قرار دیا کہ مقدمہ کی سماعت کے دوران فریقین کے دلائل سنے گئے اور ریکارڈ کا جائزہ لینے کے بعد یہ امر سامنے آیا کہ قانون کے مطابق کارروائی عمل میں لائی جائے گی۔ پاکستان میں عدالتوں کے فیصلوں کے مطابق حکومت اور متعلقہ اداروں کو ہدایت کی گئی [694,764,864,910]
section-title: تنقیحات [178,19,304,37]
article-text: عدالت نے قرار دیا کہ مقدمہ کی سماعت کے دوران فریقین کے دلائل سنے گئے اور ریکارڈ کا جائزہ لینے کے بعد یہ امر سامنے آیا کہ قانون کے مطابق کارروائی عمل میں لائی جائے گی۔ پاکستان میں عدالتوں کے فیصلوں کے مطابق حکومت اور متعلقہ اداروں کو ہدایت کی گئی کہ وہ اپنی رپورٹ پیش کریں۔ سپریم کورٹ اور ہائی کورٹ کے احکامات کی روشنی میں درخواست گزار کی اپیل پر غور کیا گیا اور مزید کارروائی کے لیے آئندہ تاریخ مقرر کی گئی۔ عدالت نے قرار دیا کہ مقدمہ کی سماعت کے دوران فریقین کے دلائل سنے گئے اور ریکارڈ کا جائزہ لینے کے بعد یہ امر سامنے آیا کہ قانون کے مطابق کارروائی عمل میں لائی جائے گی۔ پاکستان میں عدالتوں کے فیصلوں کے مطابق حکومت اور متعلقہ اداروں کو ہدایت کی گئی کہ وہ اپنی رپورٹ پیش کریں۔ سپریم کورٹ اور ہائی کورٹ کے احکامات کی روشنی میں درخواست گزار کی اپیل پر غور کیا گیا اور مزید کارروائی کے لیے آئندہ تاریخ مقرر کی گئی۔ عدالت نے قرار دیا کہ مقدمہ کی سماعت کے دوران فریقین کے دلائل سنے گئے اور ریکارڈ کا جائزہ لینے کے بعد یہ امر سامنے آیا کہ قانون کے مطابق کارروائی عمل میں لائی جائے گی۔ پاکستان میں عدالتوں کے فیصلوں کے مطابق حکومت اور متعلقہ اداروں کو ہدایت کی گئی کہ وہ اپنی رپورٹ پیش کریں۔ سپریم کورٹ اور ہائی کورٹ کے احکامات کی روشنی میں درخواست گزار کی اپیل پر غور کیا گیا اور مزید کارروائی کے لیے آئندہ تاریخ مقرر [694,41,864,311]
section-title: تنقیحات [523,319,649,337]
column-separator [1038,16,1039,2556]
notice-title: بعدالت جناب سام اللہ صاحب فیملی جج کوٹ مومن ضلع سرگودھا [189,818,333,874]
section-title: تنقیحات [1213,920,1339,938]
section-header [1212,1152,1381,1172]
section-header [4,463,173,483]
section-number: 1 [1339,19,1380,37]
notice-body: دعویٰ تنسیخ نکاح و دلا پانے خرچہ — مدعیہ بنام مدعا علیہ۔ ہرگاہ کہ مقدمہ مندرجہ عنوان بالا میں مدعا علیہ کی تعمیل عام طریقہ سے ممکن نہیں لہٰذا اشتہار دیا جاتا ہے کہ مورخہ 25-7-2025 کو حاضر عدالت ہو۔ [185,877,337,947]
section-header [4,825,173,845]
notice-signature: مہر عدالت 753 دستخط حاکم [530,1587,634,1597]
court-notice [351,1011,516,1177]
article-text: عدالت نے قرار دیا کہ مقدمہ کی سماعت کے دوران فریقین کے دلائل سنے گئے اور ریکارڈ کا جائزہ لینے کے بعد یہ امر سامنے آیا کہ قانون کے مطابق کارروائی عمل میں لائی جائے گی۔ پاکستان میں عدالتوں کے فیصلوں کے مطابق حکومت اور متعلقہ اداروں کو ہدایت کی گئی کہ وہ اپنی رپورٹ پیش کریں۔ سپریم کورٹ اور ہائی کورٹ کے احکامات کی روشنی میں درخواست گزار کی اپیل پر غور کیا گیا اور مزید کارروائی کے لیے آئندہ تاریخ مقرر کی گئی۔ عدالت نے قرار دیا کہ مقدمہ کی سماعت کے دوران فریقین کے دلائل سنے گئے اور ریکارڈ کا جائزہ لینے کے بعد یہ امر سامنے آیا کہ قانون کے مطابق کارروائی عمل میں لائی جائے گی۔ پاکستان میں عدالتوں کے فیصلوں کے مطابق حکومت اور متعلقہ اداروں کو ہدایت کی گئی کہ وہ اپنی رپورٹ پیش کریں۔ سپریم کورٹ اور ہائی کورٹ کے احکامات کی روشنی میں درخواست گزار کی اپیل پر غور کیا گیا اور مزید کارروائی کے لیے آئندہ تاریخ مقرر کی گئی۔ عدالت نے قرار دیا کہ مقدمہ [349,41,518,227]
article-text: عدالت نے قرار دیا کہ مقدمہ کی سماعت کے دوران فریقین کے دلائل سنے گئے اور ریکارڈ کا جائزہ لینے کے بعد یہ امر سامنے آیا کہ قانون کے مطابق کارروائی عمل میں لائی جائے گی۔ پاکستان میں عدالتوں کے فیصلوں کے مطابق حکومت اور متعلقہ اداروں کو ہدایت کی گئی کہ وہ اپنی رپورٹ پیش کریں۔ سپریم [867,993,1036,1055]
section-title: تنقیحات [523,19,649,37]
notice-title: بعدالت جناب محمد عامر سلطان صاحب سول جج فیملی کورٹ جہلم [535,1201,678,1277]
section-header [867,18,1036,38]
section-title: تنقیحات [178,252,304,270]
section-number: 6 [1339,231,1380,249]
article-text: عدالت نے قرار دیا کہ مقدمہ کی سماعت کے دوران فریقین کے دلائل سنے گئے اور ریکارڈ کا جائزہ لینے کے بعد یہ امر سامنے آیا کہ قانون کے مطابق کارروائی عمل میں لائی جائے گی۔ پاکستان میں عدالتوں کے فیصلوں کے مطابق حکومت اور متعلقہ اداروں کو ہدایت کی گئی کہ وہ اپنی رپورٹ پیش کریں۔ سپریم کورٹ اور ہائی کورٹ کے احکامات کی روشنی میں درخواست گزار کی اپیل پر غور کیا گیا اور مزید کارروائی کے لیے آئندہ تاریخ مقرر کی گئی۔ عدالت نے قرار دیا کہ مقدمہ کی سماعت کے دوران فریقین کے دلائل سنے گئے اور ریکارڈ کا جائزہ لینے کے بعد یہ امر سامنے آیا کہ قانون کے مطابق کارروائی عمل میں لائی جائے گی۔ پاکستان میں عدالتوں کے فیصلوں کے مطابق حکومت اور متعلقہ اداروں کو ہدایت کی گئی کہ وہ اپنی رپورٹ پیش کریں۔ سپریم کورٹ اور ہائی کورٹ کے احکامات کی روشنی میں درخواست گزار کی اپیل پر غور کیا گیا اور مزید کارروائی کے لیے آئندہ تاریخ مقرر کی گئی۔ عدالت نے قرار دیا کہ مقدمہ [1212,253,1381,440]
section-number: 28 [994,1296,1035,1314]
court-notice [179,1183,344,1337]
section-header [4,18,173,38]
section-header [4,251,173,271]
article-text: عدالت نے قرار دیا کہ مقدمہ کی سماعت کے دوران فریقین کے دلائل سنے گئے اور ریکارڈ کا جائزہ لینے کے بعد یہ امر سامنے آیا کہ قانون کے مطابق کارروائی عمل میں لائی جائے گی۔ پاکستان میں عدالتوں کے فیصلوں کے مطابق حکومت اور متعلقہ اداروں کو ہدایت کی گئی کہ وہ اپنی رپورٹ پیش کریں۔ سپریم کورٹ اور ہائی کورٹ کے احکامات کی روشنی میں درخواست گزار کی اپیل پر غور کیا گیا اور مزید کارروائی کے لیے آئندہ تاریخ مقرر کی گئی۔ عدالت نے قرار دیا کہ مقدمہ کی سماعت کے دوران فریقین کے دلائل سنے گئے اور ریکارڈ کا جائزہ لینے کے بعد یہ امر سامنے آیا کہ قانون کے مطابق کارروائی عمل میں لائی جائے گی۔ پاکستان میں عدالتوں کے فیصلوں کے مطابق حکومت اور متعلقہ اداروں کو ہدایت کی گئی [694,1172,864,1318]
article-text: عدالت نے قرار دیا کہ مقدمہ کی سماعت کے دوران فریقین کے دلائل سنے گئے اور ریکارڈ کا جائزہ لینے کے بعد یہ امر سامنے آیا کہ قانون کے مطابق کارروائی عمل میں لائی جائے گی۔ پاکستان میں عدالتوں کے فیصلوں کے مطابق حکومت اور متعلقہ اداروں کو ہدایت کی گئی کہ وہ اپنی رپورٹ پیش کریں۔ سپریم کورٹ اور ہائی کورٹ کے احکامات کی روشنی میں درخواست گزار کی اپیل پر غور کیا گیا اور مزید کارروائی کے لیے آئندہ تاریخ مقرر کی گئی۔ عدالت نے قرار دیا کہ مقدمہ کی سماعت کے دوران فریقین کے دلائل سنے گئے اور ریکارڈ کا جائزہ لینے کے بعد یہ امر سامنے آیا کہ قانون کے مطابق کارروائی عمل میں لائی جائے گی۔ پاکستان میں عدالتوں کے فیصلوں کے مطابق حکومت اور متعلقہ اداروں کو ہدایت کی گئی کہ وہ اپنی رپورٹ پیش کریں۔ سپریم کورٹ اور ہائی کورٹ کے احکامات کی روشنی میں درخواست گزار کی اپیل پر غور کیا گیا اور مزید کارروائی کے لیے آئندہ تاریخ مقرر کی گئی۔ عدالت نے قرار دیا کہ مقدمہ کی سماعت کے دوران فریقین کے دلائل سنے گئے اور ریکارڈ کا جائزہ لینے کے بعد یہ امر سامنے آیا کہ [4,41,173,248]
section-number: 38 [476,339,517,357]
section-header [867,1166,1036,1186]
article-text: عدالت نے قرار دیا کہ مقدمہ کی سماعت کے دوران فریقین کے دلائل سنے گئے اور ریکارڈ کا جائزہ لینے کے بعد یہ امر سامنے آیا کہ قانون کے مطابق کارروائی عمل میں لائی جائے گی۔ پاکستان میں عدالتوں کے فیصلوں کے مطابق حکومت اور متعلقہ اداروں کو ہدایت کی گئی کہ وہ اپنی رپورٹ پیش کریں۔ سپریم کورٹ اور ہائی کورٹ کے احکامات کی روشنی میں درخواست گزار کی اپیل پر غور کیا گیا اور مزید کارروائی کے لیے آئندہ تاریخ مقرر کی گئی۔ عدالت نے قرار دیا کہ مقدمہ کی سماعت کے دوران فریقین کے دلائل سنے گئے اور ریکارڈ کا جائزہ لینے کے بعد یہ امر سامنے آیا کہ قانون کے مطابق کارروائی عمل میں لائی جائے گی۔ پاکستان میں عدالتوں کے فیصلوں کے مطابق حکومت اور متعلقہ اداروں کو ہدایت کی گئی کہ وہ اپنی رپورٹ پیش کریں۔ سپریم کورٹ اور ہائی کورٹ کے احکامات کی روشنی میں درخواست گزار [1039,952,1209,1118]
section-number: 3 [1339,920,1380,938]
section-number: 9 [1166,718,1207,736]
section-title: تنقیحات [868,527,994,545]
column-separator [865,16,866,2556]
